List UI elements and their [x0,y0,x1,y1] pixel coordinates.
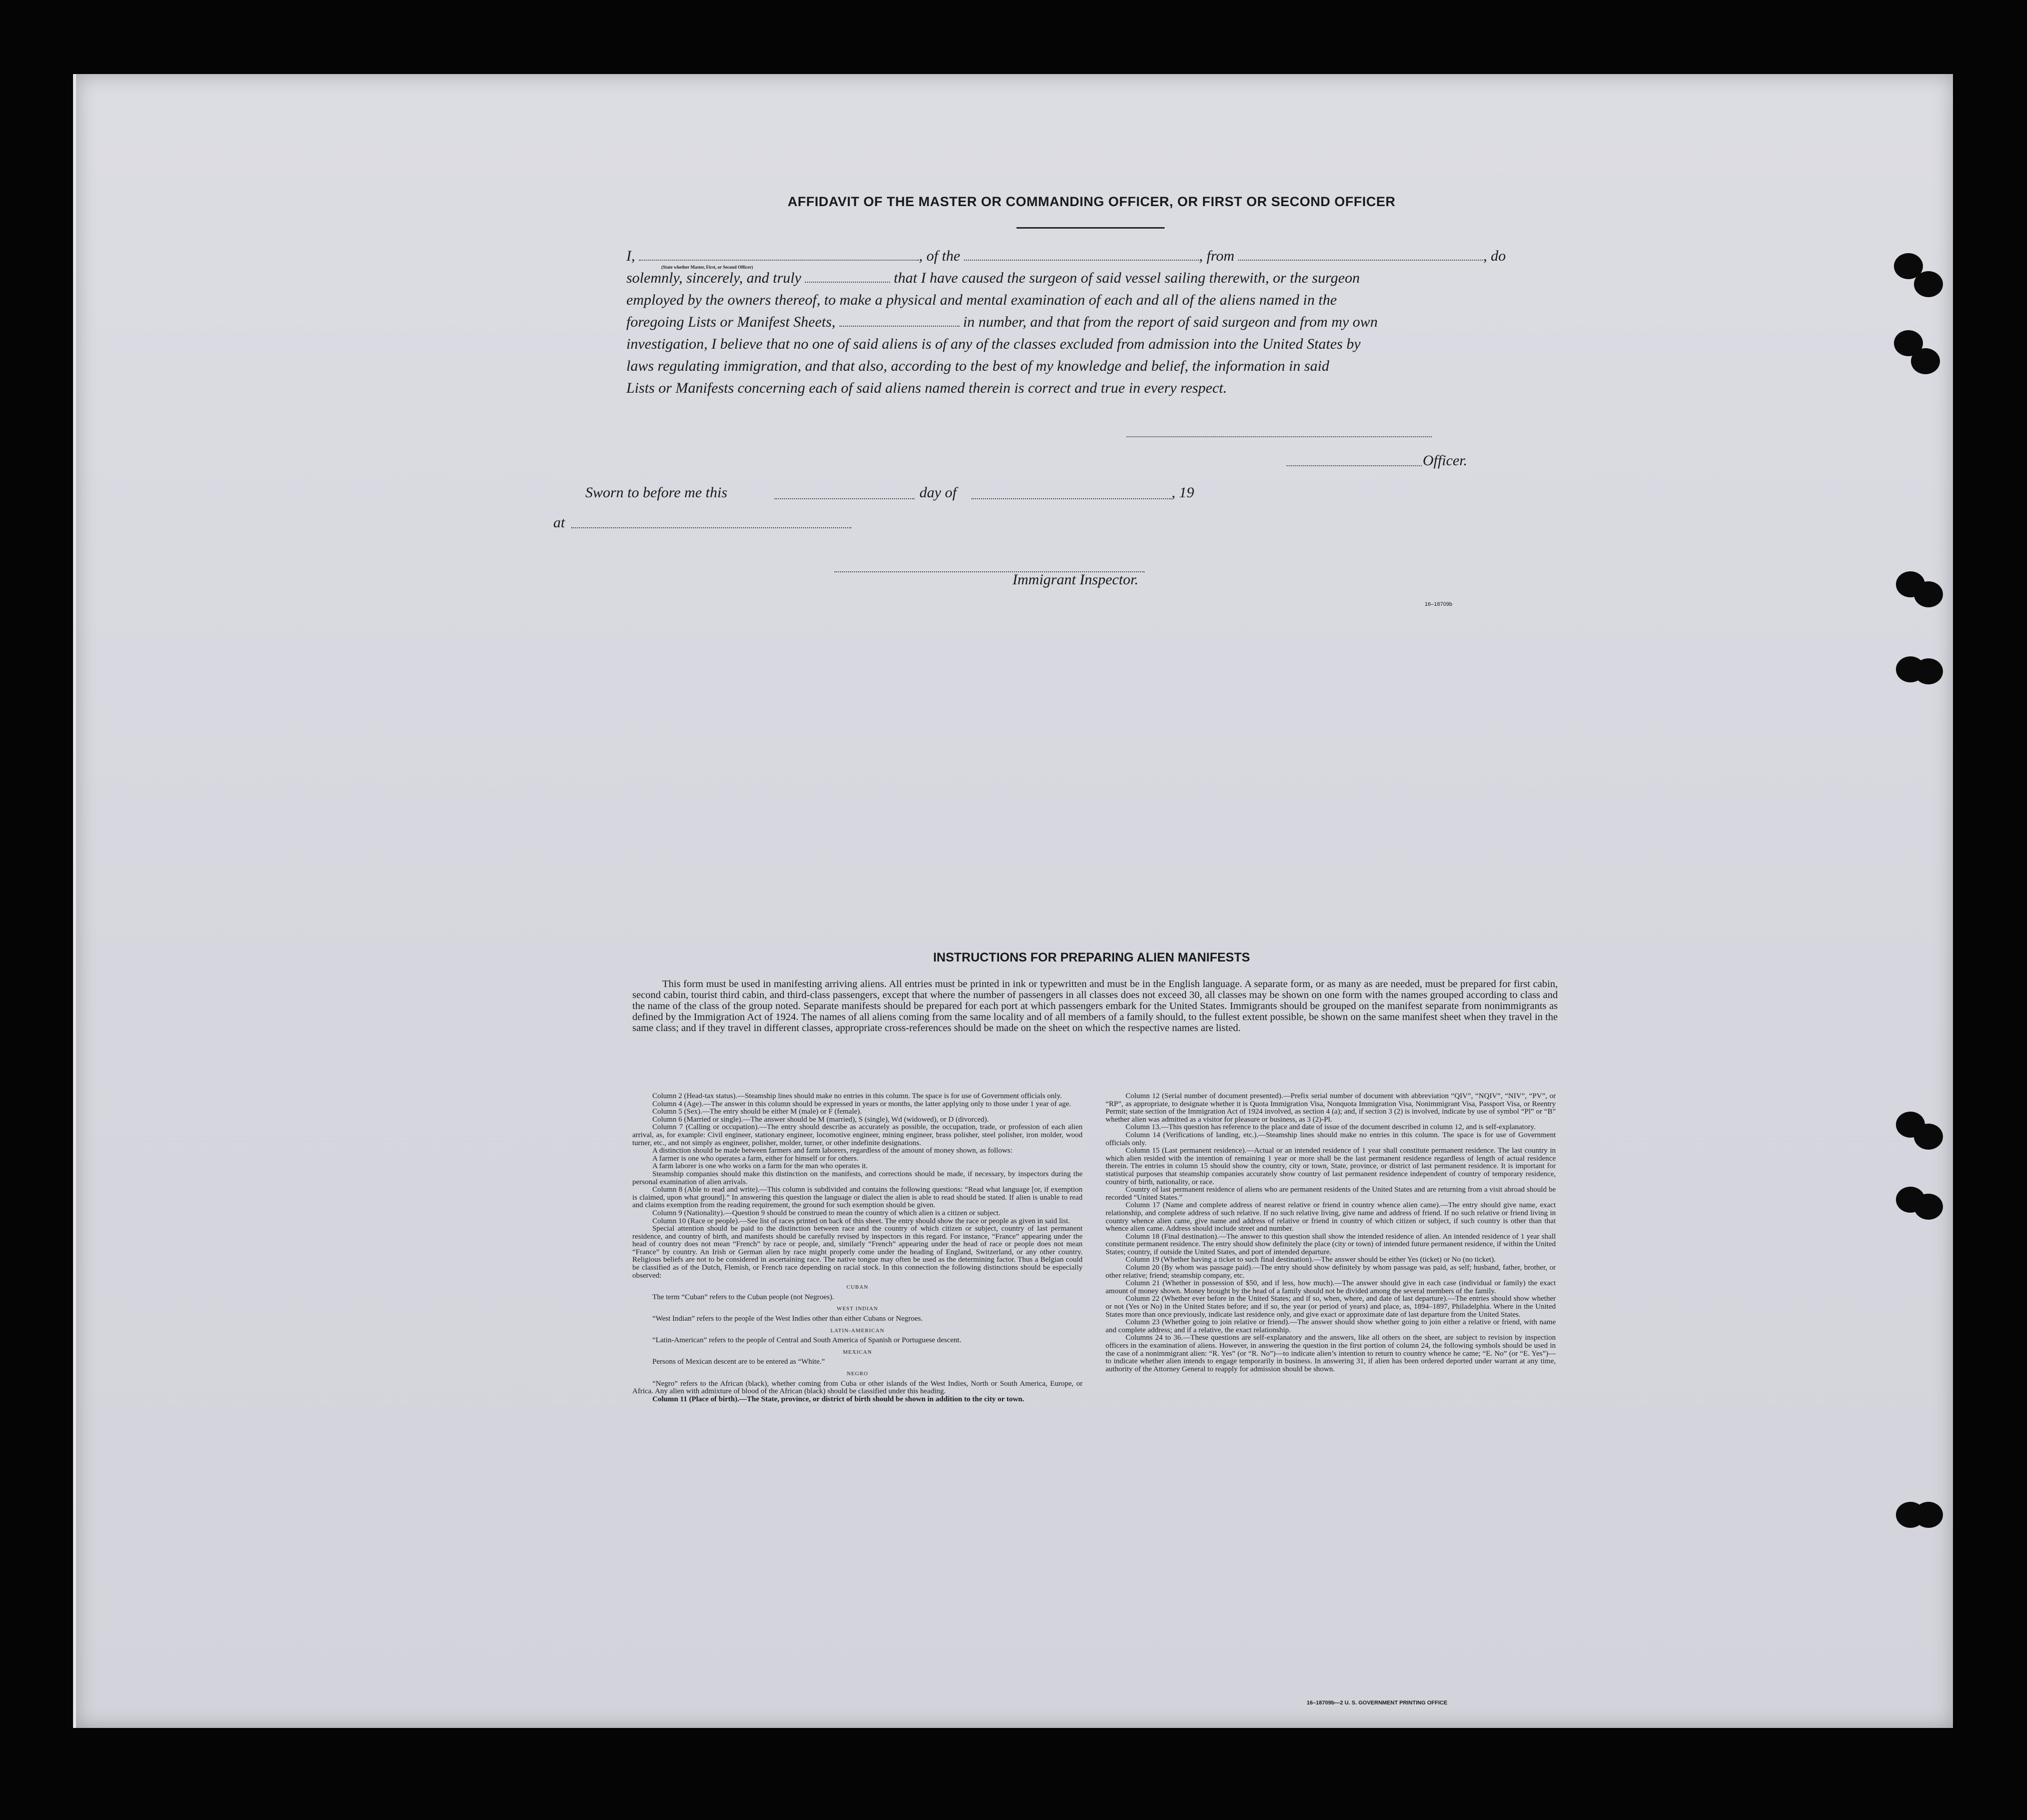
instruction-paragraph: Column 5 (Sex).—The entry should be either M (male) or F (female). [652,1108,862,1116]
instruction-paragraph: A farmer is one who operates a farm, either for himself or for others. [652,1154,858,1163]
instruction-paragraph: Column 15 (Last permanent residence).—Actual or an intended residence of 1 year shall constitute permanent residence. The last country in which alien resided with the intention of remaining 1 year or more shall be the last permanent residence regardless of length of actual residence therein. The entries in column 15 should show the country, city or town, State, province, or district of last permanent residence. It is important for statistical purposes that steamship companies accurately show country of last permanent residence independent of country of temporary residence, country of birth, nationality, or race. [1106,1147,1556,1186]
instruction-paragraph: Column 19 (Whether having a ticket to such final destination).—The answer should be either Yes (ticket) or No (no ticket). [1126,1256,1496,1264]
officer-blank[interactable] [1287,465,1422,466]
instruction-paragraph: Column 12 (Serial number of document presented).—Prefix serial number of document with abbreviation “QIV”, “NQIV”, “NIV”, “PV”, or “RP”, as appropriate, to designate whether it is Quota Immigration Visa, Nonquota Immigration Visa, Nonimmigrant Visa, Passport Visa, or Reentry Permit; state section of the Immigration Act of 1924 involved, as section 4 (a); and, if section 3 (2) is involved, indicate by use of symbol “Pl” or “B” whether alien was admitted as a visitor for pleasure or business, as 3 (2)-Pl. [1106,1092,1556,1124]
inspector-label: Immigrant Inspector. [1012,571,1139,588]
column-11-text: Column 11 (Place of birth).—The State, province, or district of birth should be shown in addition to the city or town. [652,1395,1025,1403]
affidavit-i: I, [626,248,635,264]
number-of-sheets-blank[interactable] [839,315,959,327]
punch-hole [1914,658,1943,684]
punch-hole [1914,271,1943,297]
place-blank[interactable] [571,527,851,528]
form-number: 16–18709b [1425,601,1453,607]
title-underline [1017,227,1165,229]
affidavit-foregoing: foregoing Lists or Manifest Sheets, [626,314,836,330]
heading-latin-american: LATIN-AMERICAN [830,1327,885,1334]
instructions-intro: This form must be used in manifesting arriving aliens. All entries must be printed in ink or typewritten and must be in the English language. A separate form, or as many as are needed, must be prepared for first cabin, second cabin, tourist third cabin, and third-class passengers, except that where the number of passengers in all classes does not exceed 30, all classes may be shown on one form with the names grouped according to class and the name of the class of the group noted. Separate manifests should be prepared for each port at which passengers embark for the United States. Immigrants should be grouped on the manifest separate from nonimmigrants as defined by the Immigration Act of 1924. The names of all aliens coming from the same locality and of all members of a family should, to the fullest extent possible, be shown on the same manifest sheet when they travel in the same class; and if they travel in different classes, appropriate cross-references should be made on the sheet on which the respective names are listed. [632,979,1558,1034]
affidavit-line-2-text: that I have caused the surgeon of said vessel sailing therewith, or the surgeon [893,270,1360,286]
instruction-paragraph: Steamship companies should make this distinction on the manifests, and corrections should be made, if necessary, by inspectors during the personal examination of alien arrivals. [632,1170,1083,1186]
punch-hole [1914,1502,1943,1528]
instructions-left-column [632,1093,1083,1403]
affidavit-line-5: investigation, I believe that no one of said aliens is of any of the classes excluded from admission into the United States by [626,336,1361,352]
day-of-label: day of [919,484,957,501]
sworn-day-blank[interactable] [774,498,914,499]
year-label: , 19 [1172,484,1194,501]
instruction-paragraph: Special attention should be paid to the distinction between race and the country of which citizen or subject, country of last permanent residence, and country of birth, and manifests should be carefully revised by inspectors in this regard. For instance, “France” appearing under the head of country does not mean “French” by race or people, and, similarly “French” appearing under the head of race or people does not mean “France” by country. An Irish or German alien by race might properly come under the heading of England, Switzerland, or any other country. Religious beliefs are not to be considered in ascertaining race. The native tongue may often be used as the determining factor. Thus a Belgian could be classified as of the Dutch, Flemish, or French race depending on racial stock. In this connection the following distinctions should be especially observed: [632,1225,1083,1280]
affidavit-title: AFFIDAVIT OF THE MASTER OR COMMANDING OFFICER, OR FIRST OR SECOND OFFICER [787,194,1396,209]
officer-rank-blank[interactable] [639,249,919,261]
instruction-paragraph: Column 17 (Name and complete address of nearest relative or friend in country whence alien came).—The entry should give name, exact relationship, and complete address of such relative. If no such relative living, give name and address of friend. If no such relative or friend living in country whence alien came, give name and address of relative or friend in country of which citizen or subject, if such country is other than that whence alien came. Address should include street and number. [1106,1201,1556,1233]
printing-office-footer: 16–18709b—2 U. S. GOVERNMENT PRINTING OFFICE [1307,1700,1448,1706]
at-label: at [553,514,565,531]
instruction-paragraph: Column 13.—This question has reference to the place and date of issue of the document described in column 12, and is self-explanatory. [1126,1123,1536,1132]
vessel-name-blank[interactable] [964,249,1199,261]
right-column-paragraphs [1106,1093,1556,1373]
instruction-paragraph: Column 4 (Age).—The answer in this column should be expressed in years or months, the latter applying only to those under 1 year of age. [652,1100,1071,1108]
instruction-paragraph: Column 10 (Race or people).—See list of races printed on back of this sheet. The entry should show the race or people as given in said list. [652,1217,1070,1225]
instruction-paragraph: Column 23 (Whether going to join relative or friend).—The answer should show whether going to join either a relative or friend, with name and complete address; and if a relative, the exact relationship. [1106,1318,1556,1334]
instruction-paragraph: Column 14 (Verifications of landing, etc.).—Steamship lines should make no entries in this column. The space is for use of Government officials only. [1106,1131,1556,1147]
negro-text: “Negro” refers to the African (black), whether coming from Cuba or other islands of the West Indies, North or South America, Europe, or Africa. Any alien with admixture of blood of the African (black) should be classified under this heading. [632,1379,1083,1396]
punch-hole [1914,581,1943,607]
instruction-paragraph: Column 21 (Whether in possession of $50, and if less, how much).—The answer should give in each case (individual or family) the exact amount of money shown. Money brought by the head of a family should not be divided among the several members of the family. [1106,1279,1556,1295]
heading-negro: NEGRO [846,1371,868,1377]
port-blank[interactable] [1238,249,1483,261]
instruction-paragraph: Column 18 (Final destination).—The answer to this question shall show the intended residence of alien. An intended residence of 1 year shall constitute permanent residence. The entry should show definitely the place (city or town) of intended future permanent residence, if within the United States; country, if outside the United States, and port of intended departure. [1106,1232,1556,1256]
sworn-month-blank[interactable] [971,498,1172,499]
punch-hole [1914,1124,1943,1150]
document-page [73,74,1953,1728]
oath-blank[interactable] [805,271,890,283]
affidavit-do: , do [1483,248,1506,264]
instruction-paragraph: A farm laborer is one who works on a farm for the man who operates it. [652,1162,868,1171]
affidavit-line-4-text: in number, and that from the report of said surgeon and from my own [963,314,1378,330]
signature-line[interactable] [1127,436,1432,437]
instruction-paragraph: Column 9 (Nationality).—Question 9 should be construed to mean the country of which alien is a citizen or subject. [652,1209,1000,1217]
sworn-label: Sworn to before me this [585,484,727,501]
instruction-paragraph: Column 22 (Whether ever before in the United States; and if so, when, where, and date of last departure).—The entries should show whether or not (Yes or No) in the United States before; and if so, the year (or period of years) and place, as, 1894–1897, Philadelphia. Where in the United States more than once previously, indicate last residence only, and give exact or approximate date of last departure from the United States. [1106,1295,1556,1319]
instruction-paragraph: Column 7 (Calling or occupation).—The entry should describe as accurately as possible, the occupation, trade, or profession of each alien arrival, as, for example: Civil engineer, stationary engineer, locomotive engineer, mining engineer, brass polisher, steel polisher, iron molder, wood turner, etc., and not simply as engineer, polisher, molder, turner, or other indefinite designations. [632,1123,1083,1147]
latin-american-text: “Latin-American” refers to the people of Central and South America of Spanish or Portuguese descent. [652,1336,961,1345]
instructions-right-column [1106,1093,1556,1373]
instruction-paragraph: Column 6 (Married or single).—The answer should be M (married), S (single), Wd (widowed), or D (divorced). [652,1115,989,1124]
instruction-paragraph: Column 20 (By whom was passage paid).—The entry should show definitely by whom passage was paid, as self; husband, father, brother, or other relative; friend; steamship company, etc. [1106,1264,1556,1280]
instruction-paragraph: Column 2 (Head-tax status).—Steamship lines should make no entries in this column. The space is for use of Government officials only. [652,1092,1062,1100]
instruction-paragraph: Columns 24 to 36.—These questions are self-explanatory and the answers, like all others on the sheet, are subject to revision by inspection officers in the examination of aliens. However, in answering the question in the first portion of column 24, the following symbols should be used in the case of a nonimmigrant alien: “R. Yes” (or “R. No”)—to indicate alien’s intention to return to country whence he came; “E. No” (or “E. Yes”)—to indicate whether alien intends to engage temporarily in business. In answering 31, if alien has been ordered deported under warrant at any time, authority of the Attorney General to reapply for admission should be shown. [1106,1334,1556,1373]
affidavit-solemnly: solemnly, sincerely, and truly [626,270,801,286]
instruction-paragraph: A distinction should be made between farmers and farm laborers, regardless of the amount of money shown, as follows: [652,1147,1012,1155]
left-column-paragraphs [632,1093,1083,1280]
affidavit-line-7: Lists or Manifests concerning each of said aliens named therein is correct and true in every respect. [626,380,1227,396]
heading-cuban: CUBAN [846,1284,868,1291]
west-indian-text: “West Indian” refers to the people of the West Indies other than either Cubans or Negroes. [652,1315,923,1323]
punch-hole [1911,348,1940,374]
instructions-title: INSTRUCTIONS FOR PREPARING ALIEN MANIFESTS [933,951,1250,965]
affidavit-line-4 [626,313,1557,331]
affidavit-line-1 [626,247,1557,265]
instruction-paragraph: Country of last permanent residence of aliens who are permanent residents of the United States and are returning from a visit abroad should be recorded “United States.” [1106,1186,1556,1202]
affidavit-line-3: employed by the owners thereof, to make a physical and mental examination of each and all of the aliens named in the [626,292,1337,308]
instruction-paragraph: Column 8 (Able to read and write).—This column is subdivided and contains the following questions: “Read what language [or, if exemption is claimed, upon what ground].” In answering this question the language or dialect the alien is able to read should be stated. If alien is unable to read and claims exemption from the reading requirement, the ground for such exemption should be given. [632,1186,1083,1210]
mexican-text: Persons of Mexican descent are to be entered as “White.” [652,1358,825,1366]
affidavit-line-6: laws regulating immigration, and that also, according to the best of my knowledge and belief, the information in said [626,358,1330,374]
punch-hole [1914,1194,1943,1220]
affidavit-of-the: , of the [919,248,960,264]
affidavit-from: , from [1199,248,1235,264]
cuban-text: The term “Cuban” refers to the Cuban people (not Negroes). [652,1293,834,1301]
officer-label: Officer. [1423,452,1468,469]
heading-mexican: MEXICAN [842,1349,872,1355]
heading-west-indian: WEST INDIAN [836,1306,878,1312]
rank-note: (State whether Master, First, or Second Officer) [661,265,753,270]
affidavit-line-2 [626,269,1557,287]
